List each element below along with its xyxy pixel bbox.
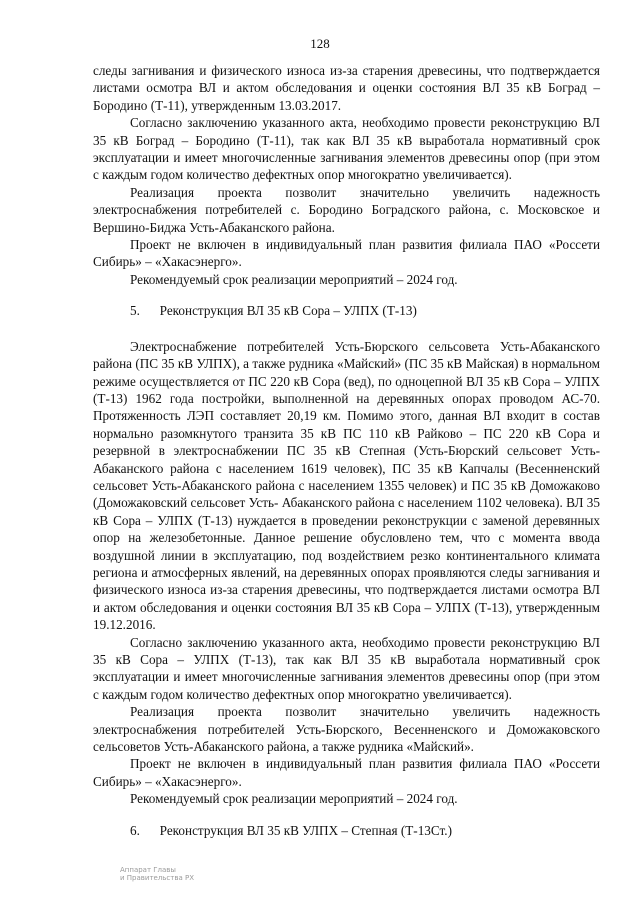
section-heading: 6. Реконструкция ВЛ 35 кВ УЛПХ – Степная (Т-13Ст.): [130, 822, 452, 838]
paragraph: Электроснабжение потребителей Усть-Бюрского сельсовета Усть-Абаканского района (ПС 35 кВ УЛПХ), а также рудника «Майский» (ПС 35 кВ Майская) в нормальном режиме осуществляется от ПС 220 кВ Сора (вед), по одноцепной ВЛ 35 кВ Сора – УЛПХ (Т-13) 1962 года постройки, выполненной на деревянных опорах проводом АС-70. Протяженность ЛЭП составляет 20,19 км. Помимо этого, данная ВЛ входит в состав нормально разомкнутого транзита 35 кВ ПС 110 кВ Райково – ПС 220 кВ Сора и резервной в электроснабжении ПС 35 кВ Степная (Усть-Бюрский сельсовет Усть-Абаканского района с населением 1619 человек), ПС 35 кВ Капчалы (Весенненский сельсовет Усть-Абаканского района с населением 1355 человек) и ПС 35 кВ Доможаково (Доможаковский сельсовет Усть- Абаканского района с населением 1102 человека). ВЛ 35 кВ Сора – УЛПХ (Т-13) нуждается в проведении реконструкции с заменой деревянных опор на железобетонные. Данное решение обусловлено тем, что с момента ввода воздушной линии в эксплуатацию, под воздействием резко континентального климата региона и атмосферных явлений, на деревянных опорах проявляются следы загнивания и физического износа из-за старения древесины, что подтверждается листами осмотра ВЛ и актом обследования и оценки состояния ВЛ 35 кВ Сора – УЛПХ (Т-13), утвержденным 19.12.2016.: [93, 338, 600, 633]
stamp-line: Аппарат Главы: [120, 866, 176, 874]
paragraph: следы загнивания и физического износа из-за старения древесины, что подтверждается листами осмотра ВЛ и актом обследования и оценки состояния ВЛ 35 кВ Боград – Бородино (Т-11), утвержденным 13.03.2017.: [93, 63, 600, 113]
paragraph: Проект не включен в индивидуальный план развития филиала ПАО «Россети Сибирь» – «Хакасэнерго».: [93, 237, 600, 270]
stamp-line: и Правительства РХ: [120, 874, 195, 882]
paragraph: Согласно заключению указанного акта, необходимо провести реконструкцию ВЛ 35 кВ Боград – Бородино (Т-11), так как ВЛ 35 кВ выработала нормативный срок эксплуатации и имеет многочисленные загнивания элементов древесины опор (при этом с каждым годом количество дефектных опор многократно увеличивается).: [93, 115, 600, 183]
paragraph: Рекомендуемый срок реализации мероприятий – 2024 год.: [130, 271, 458, 287]
section-heading: 5. Реконструкция ВЛ 35 кВ Сора – УЛПХ (Т-13): [130, 303, 417, 319]
paragraph: Реализация проекта позволит значительно увеличить надежность электроснабжения потребителей с. Бородино Боградского района, с. Московское и Вершино-Биджа Усть-Абаканского района.: [93, 184, 600, 235]
office-stamp: [120, 866, 194, 882]
paragraph: Проект не включен в индивидуальный план развития филиала ПАО «Россети Сибирь» – «Хакасэнерго».: [93, 756, 600, 789]
paragraph: Согласно заключению указанного акта, необходимо провести реконструкцию ВЛ 35 кВ Сора – УЛПХ (Т-13), так как ВЛ 35 кВ выработала нормативный срок эксплуатации и имеет многочисленные загнивания элементов древесины опор (при этом с каждым годом количество дефектных опор многократно увеличивается).: [93, 634, 600, 702]
paragraph: Реализация проекта позволит значительно увеличить надежность электроснабжения потребителей Усть-Бюрского, Весенненского и Доможаковского сельсоветов Усть-Абаканского района, а также рудника «Майский».: [93, 704, 600, 755]
page-number: 128: [310, 36, 330, 51]
document-body: [93, 62, 600, 839]
paragraph: Рекомендуемый срок реализации мероприятий – 2024 год.: [130, 791, 458, 807]
